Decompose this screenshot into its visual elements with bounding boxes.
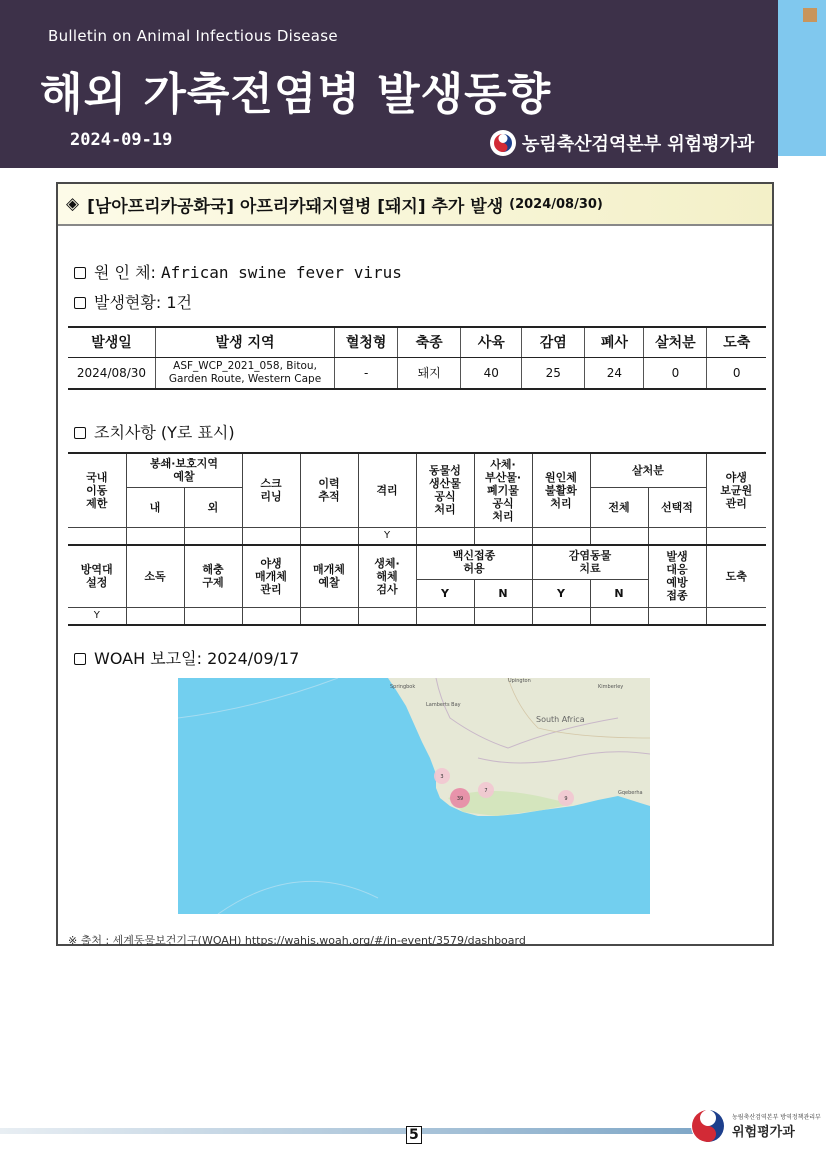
pathogen-label: 원 인 체: [94,263,156,282]
outbreak-table [68,326,766,390]
col-infected: 감염 [522,327,585,357]
m-vaccine-y: Y [416,579,474,607]
footer-logo [690,1108,821,1144]
pathogen-line [74,260,402,283]
source-note: ※ 출처 : 세계동물보건기구(WOAH) https://wahis.woah.org/#/in-event/3579/dashboard [68,934,526,947]
cell-region [156,357,335,389]
measures-table [68,452,766,626]
measures-values-row2 [68,607,766,625]
footer-org-small: 농림축산검역본부 방역정책관리부 [732,1114,821,1121]
col-region: 발생 지역 [156,327,335,357]
bulletin-title: 해외 가축전염병 발생동향 [40,69,552,120]
m-products: 동물성 생산물 공식 처리 [416,453,474,527]
section-title-date: (2024/08/30) [509,196,603,212]
report-section [56,182,774,946]
col-dead: 폐사 [585,327,644,357]
cell-date: 2024/08/30 [68,357,156,389]
col-date: 발생일 [68,327,156,357]
svg-text:39: 39 [456,796,464,802]
m-wild-reservoir: 야생 보균원 관리 [706,453,766,527]
measures-values-row1 [68,527,766,545]
checkbox-square-icon [74,653,86,665]
status-label: 발생현황: [94,293,162,312]
map-label-springbok: Springbok [390,684,416,690]
side-accent-blue [778,0,826,156]
m-quarantine: 격리 [358,453,416,527]
m-vector-surv: 매개체 예찰 [300,545,358,607]
m-zoning: 방역대 설정 [68,545,126,607]
map-cluster-39[interactable] [450,788,470,808]
m-quarantine-value: Y [358,527,416,545]
svg-text:3: 3 [440,774,444,780]
cell-infected: 25 [522,357,585,389]
maritime-boundary [218,881,378,914]
cell-region-line1: ASF_WCP_2021_058, Bitou, [173,359,317,372]
map-cluster-3[interactable] [434,768,450,784]
table-row [68,357,766,389]
m-movement: 국내 이동 제한 [68,453,126,527]
map-label-upington: Upington [508,678,531,684]
section-title: [남아프리카공화국] 아프리카돼지열병 [돼지] 추가 발생 [87,196,504,217]
cell-dead: 24 [585,357,644,389]
bulletin-subtitle: Bulletin on Animal Infectious Disease [48,27,338,45]
cell-serotype: - [335,357,398,389]
measures-header-row1 [68,453,766,487]
taeguk-logo-icon [690,1108,726,1144]
woah-line [74,646,299,669]
m-inactivation: 원인체 불활화 처리 [532,453,590,527]
m-cull-group: 살처분 [590,453,706,487]
measures-header-row2 [68,545,766,579]
m-screening: 스크 리닝 [242,453,300,527]
cell-slaughtered: 0 [707,357,766,389]
measures-title: 조치사항 (Y로 표시) [94,423,235,442]
cell-region-line2: Garden Route, Western Cape [168,372,322,385]
m-necropsy: 생체· 해체 검사 [358,545,416,607]
outbreak-table-header [68,327,766,357]
map-label-country: South Africa [536,715,585,724]
footer-org-dept: 위험평가과 [732,1125,795,1140]
m-zone-group: 봉쇄·보호지역 예찰 [126,453,242,487]
measures-line [74,420,235,443]
page-header [0,0,778,168]
cell-kept: 40 [461,357,522,389]
m-trace: 이력 추적 [300,453,358,527]
m-zone-out: 외 [184,487,242,527]
m-cull-all: 전체 [590,487,648,527]
m-treatment-n: N [590,579,648,607]
m-vaccine-group: 백신접종 허용 [416,545,532,579]
map-canvas [178,678,650,914]
checkbox-square-icon [74,427,86,439]
m-carcass: 사체· 부산물· 폐기물 공식 처리 [474,453,532,527]
diamond-icon: ◈ [66,194,80,214]
col-culled: 살처분 [644,327,707,357]
m-vaccine-n: N [474,579,532,607]
m-treatment-y: Y [532,579,590,607]
col-serotype: 혈청형 [335,327,398,357]
side-accent-orange [803,8,817,22]
page-number: 5 [406,1126,422,1144]
cell-species: 돼지 [398,357,461,389]
bulletin-date: 2024-09-19 [70,130,173,150]
col-kept: 사육 [461,327,522,357]
map-cluster-9[interactable] [558,790,574,806]
maritime-boundary [178,678,338,718]
m-cull-selective: 선택적 [648,487,706,527]
col-slaughtered: 도축 [707,327,766,357]
svg-text:9: 9 [564,796,568,802]
outbreak-map[interactable] [178,678,650,914]
m-prevention: 발생 대응 예방 접종 [648,545,706,607]
woah-date: 2024/09/17 [207,649,300,668]
svg-text:7: 7 [484,788,488,794]
col-species: 축종 [398,327,461,357]
map-label-kimberley: Kimberley [598,684,624,690]
header-organization [490,130,754,156]
map-label-lamberts: Lamberts Bay [426,702,461,708]
m-wild-vector: 야생 매개체 관리 [242,545,300,607]
checkbox-square-icon [74,267,86,279]
footer-line [0,1128,700,1134]
status-value: 1건 [166,293,192,312]
map-cluster-7[interactable] [478,782,494,798]
m-pest-control: 해충 구제 [184,545,242,607]
m-slaughter: 도축 [706,545,766,607]
woah-label: WOAH 보고일: [94,649,202,668]
section-titlebar [58,184,772,226]
checkbox-square-icon [74,297,86,309]
map-label-gqeberha: Gqeberha [618,790,643,796]
cell-culled: 0 [644,357,707,389]
m-disinfection: 소독 [126,545,184,607]
pathogen-value: African swine fever virus [161,263,402,282]
status-line [74,290,192,313]
header-org-text: 농림축산검역본부 위험평가과 [522,134,755,155]
m-zoning-value: Y [68,607,126,625]
m-zone-in: 내 [126,487,184,527]
taeguk-logo-icon [490,130,516,156]
m-treatment-group: 감염동물 치료 [532,545,648,579]
